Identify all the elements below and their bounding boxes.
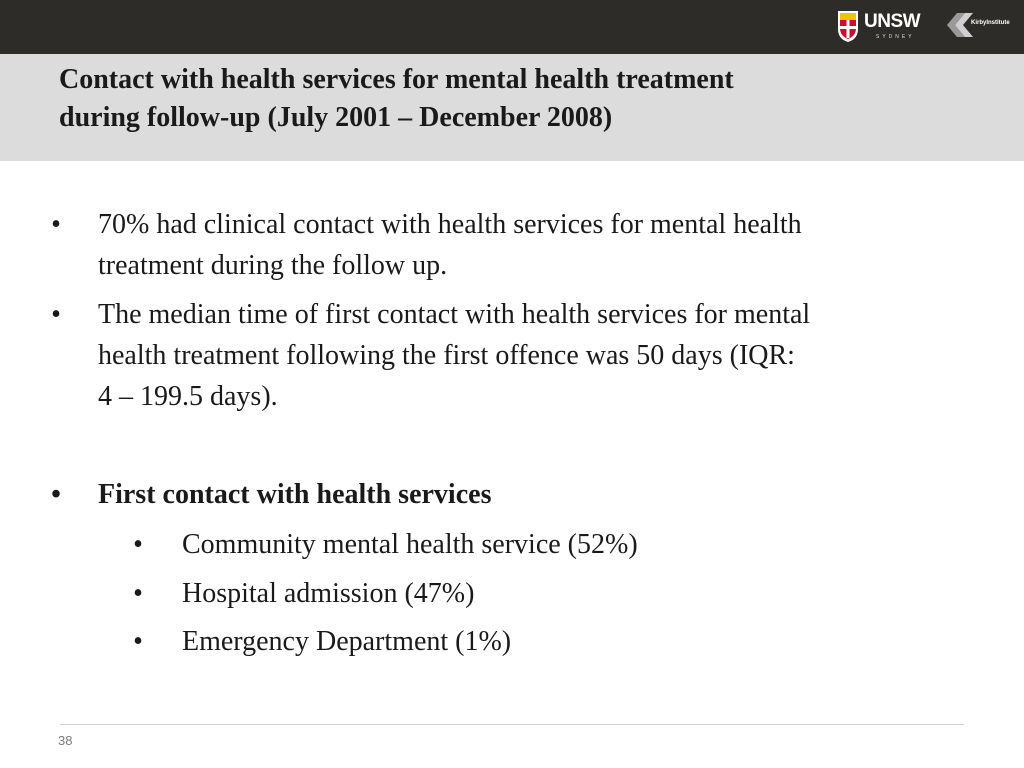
unsw-wordmark: UNSW — [864, 11, 921, 32]
bullet-text-line: 4 – 199.5 days). — [98, 381, 278, 412]
footer-divider — [60, 724, 964, 725]
bullet-first-contact-heading — [51, 474, 978, 515]
kirby-wordmark: KirbyInstitute — [971, 20, 1010, 26]
bullet-icon: • — [51, 209, 61, 240]
sub-bullet-text: Hospital admission (47%) — [182, 578, 475, 609]
bullet-icon: • — [51, 479, 61, 510]
bullet-text-line: health treatment following the first offence was 50 days (IQR: — [98, 340, 795, 371]
bullet-icon: • — [133, 529, 143, 560]
bullet-heading-text: First contact with health services — [98, 479, 492, 510]
bullet-icon: • — [133, 626, 143, 657]
bullet-text-line: treatment during the follow up. — [98, 250, 448, 281]
sub-bullet-text: Community mental health service (52%) — [182, 529, 638, 560]
bullet-icon: • — [51, 299, 61, 330]
slide-title-line-1: Contact with health services for mental health treatment — [59, 64, 734, 95]
bullet-clinical-contact — [51, 204, 978, 286]
sub-bullet-text: Emergency Department (1%) — [182, 626, 512, 657]
bullet-text-line: 70% had clinical contact with health services for mental health — [98, 209, 802, 240]
page-number: 38 — [58, 733, 73, 748]
unsw-sydney-label: SYDNEY — [876, 34, 915, 40]
sub-bullet-emergency — [133, 621, 882, 662]
bullet-icon: • — [133, 578, 143, 609]
bullet-text-line: The median time of first contact with health services for mental — [98, 299, 811, 330]
slide-title-line-2: during follow-up (July 2001 – December 2008) — [59, 102, 613, 133]
bullet-median-time — [51, 294, 978, 417]
sub-bullet-community — [133, 524, 882, 565]
sub-bullet-hospital — [133, 573, 882, 614]
